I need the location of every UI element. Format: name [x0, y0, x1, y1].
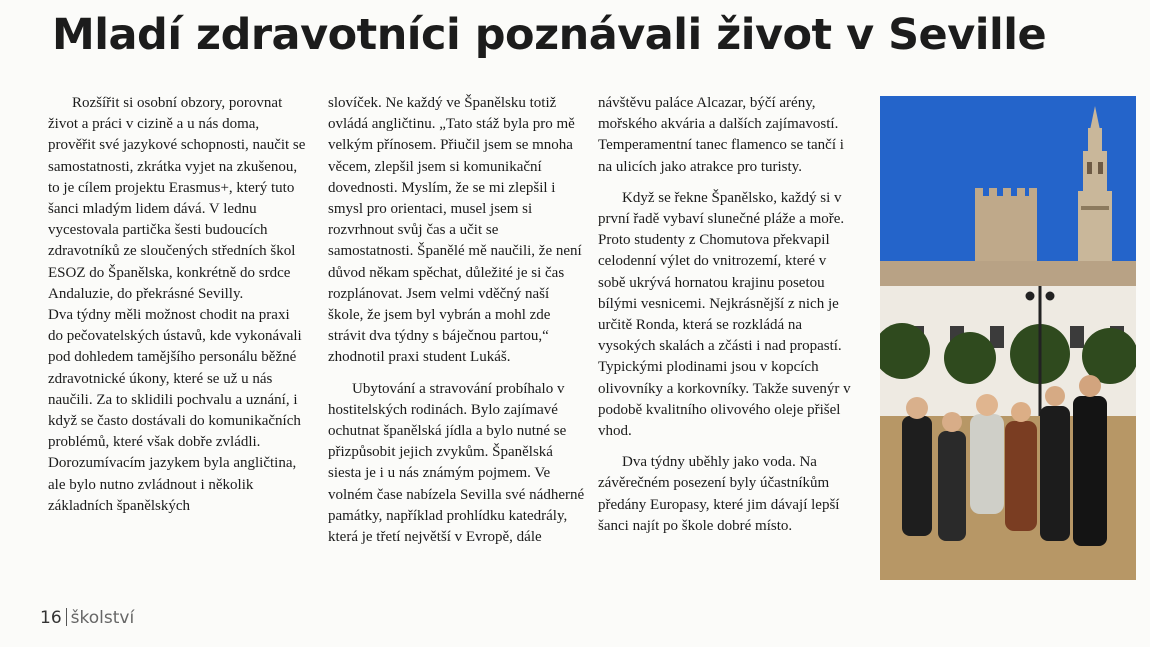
article-paragraph: Dva týdny uběhly jako voda. Na závěrečném posezení byly účastníkům předány Europasy, které jim dávají lepší šanci najít po škole dobré místo.	[598, 454, 840, 534]
article-column-3	[598, 93, 856, 537]
article-headline: Mladí zdravotníci poznávali život v Seville	[52, 10, 1047, 60]
article-paragraph: slovíček. Ne každý ve Španělsku totiž ovládá angličtinu. „Tato stáž byla pro mě velkým přínosem. Přiučil jsem se mnoha věcem, zlepšil jsem si komunikační dovednosti. Myslím, že se mi zlepšil i smysl pro orientaci, musel jsem si rozvrhnout svůj čas a učit se samostatnosti. Španělé mě naučili, že není důvod někam spěchat, důležité je si čas rozplánovat. Jsem velmi vděčný naší škole, že jsem byl vybrán a mohl zde strávit dva týdny s báječnou partou,“ zhodnotil praxi student Lukáš.	[328, 95, 582, 366]
article-column-1	[48, 93, 306, 517]
article-paragraph: Dva týdny měli možnost chodit na praxi do pečovatelských ústavů, kde vykonávali pod dohledem tamějšího personálu běžné zdravotnické úkony, které se už u nás naučili. Za to sklidili pochvalu a uznání, i když se často dostávali do komunikačních problémů, které však dobře zvládli.	[48, 307, 302, 451]
article-paragraph: Dorozumívacím jazykem byla angličtina, ale bylo nutno zvládnout i několik základních španělských	[48, 455, 297, 514]
article-column-2	[328, 93, 586, 548]
page-number: 16	[40, 608, 62, 628]
article-paragraph: Když se řekne Španělsko, každý si v první řadě vybaví slunečné pláže a moře. Proto studenty z Chomutova překvapil celodenní výlet do vnitrozemí, které v sobě ukrývá hornatou krajinu posetou bílými vesnicemi. Nejkrásnější z nich je určitě Ronda, která se rozkládá na vysokých skalách a zčásti i nad propastí. Typickými plodinami jsou v kopcích olivovníky a korkovníky. Takže suvenýr v podobě kvalitního olivového oleje přišel vhod.	[598, 189, 851, 440]
article-paragraph: Rozšířit si osobní obzory, porovnat život a práci v cizině a u nás doma, prověřit své jazykové schopnosti, naučit se samostatnosti, zkrátka vyjet na zkušenou, to je cílem projektu Erasmus+, který tuto šanci mladým lidem dává. V lednu vycestovala partička šesti budoucích zdravotníků ze sloučených středních škol ESOZ do Španělska, konkrétně do srdce Andaluzie, do překrásné Sevilly.	[48, 95, 306, 302]
page-footer	[40, 608, 134, 628]
group-photo-illustration	[880, 96, 1136, 580]
article-paragraph: návštěvu paláce Alcazar, býčí arény, mořského akvária a dalších zajímavostí. Temperamentní tanec flamenco se tančí i na ulicích jako atrakce pro turisty.	[598, 95, 844, 175]
article-photo	[880, 96, 1136, 580]
footer-divider	[66, 608, 67, 626]
section-name: školství	[70, 608, 135, 628]
article-paragraph: Ubytování a stravování probíhalo v hostitelských rodinách. Bylo zajímavé ochutnat španělská jídla a bylo nutné se přizpůsobit jejich zvykům. Španělská siesta je i u nás známým pojmem. Ve volném čase nabízela Sevilla své nádherné památky, například prohlídku katedrály, která je třetí největší v Evropě, dále	[328, 380, 585, 546]
